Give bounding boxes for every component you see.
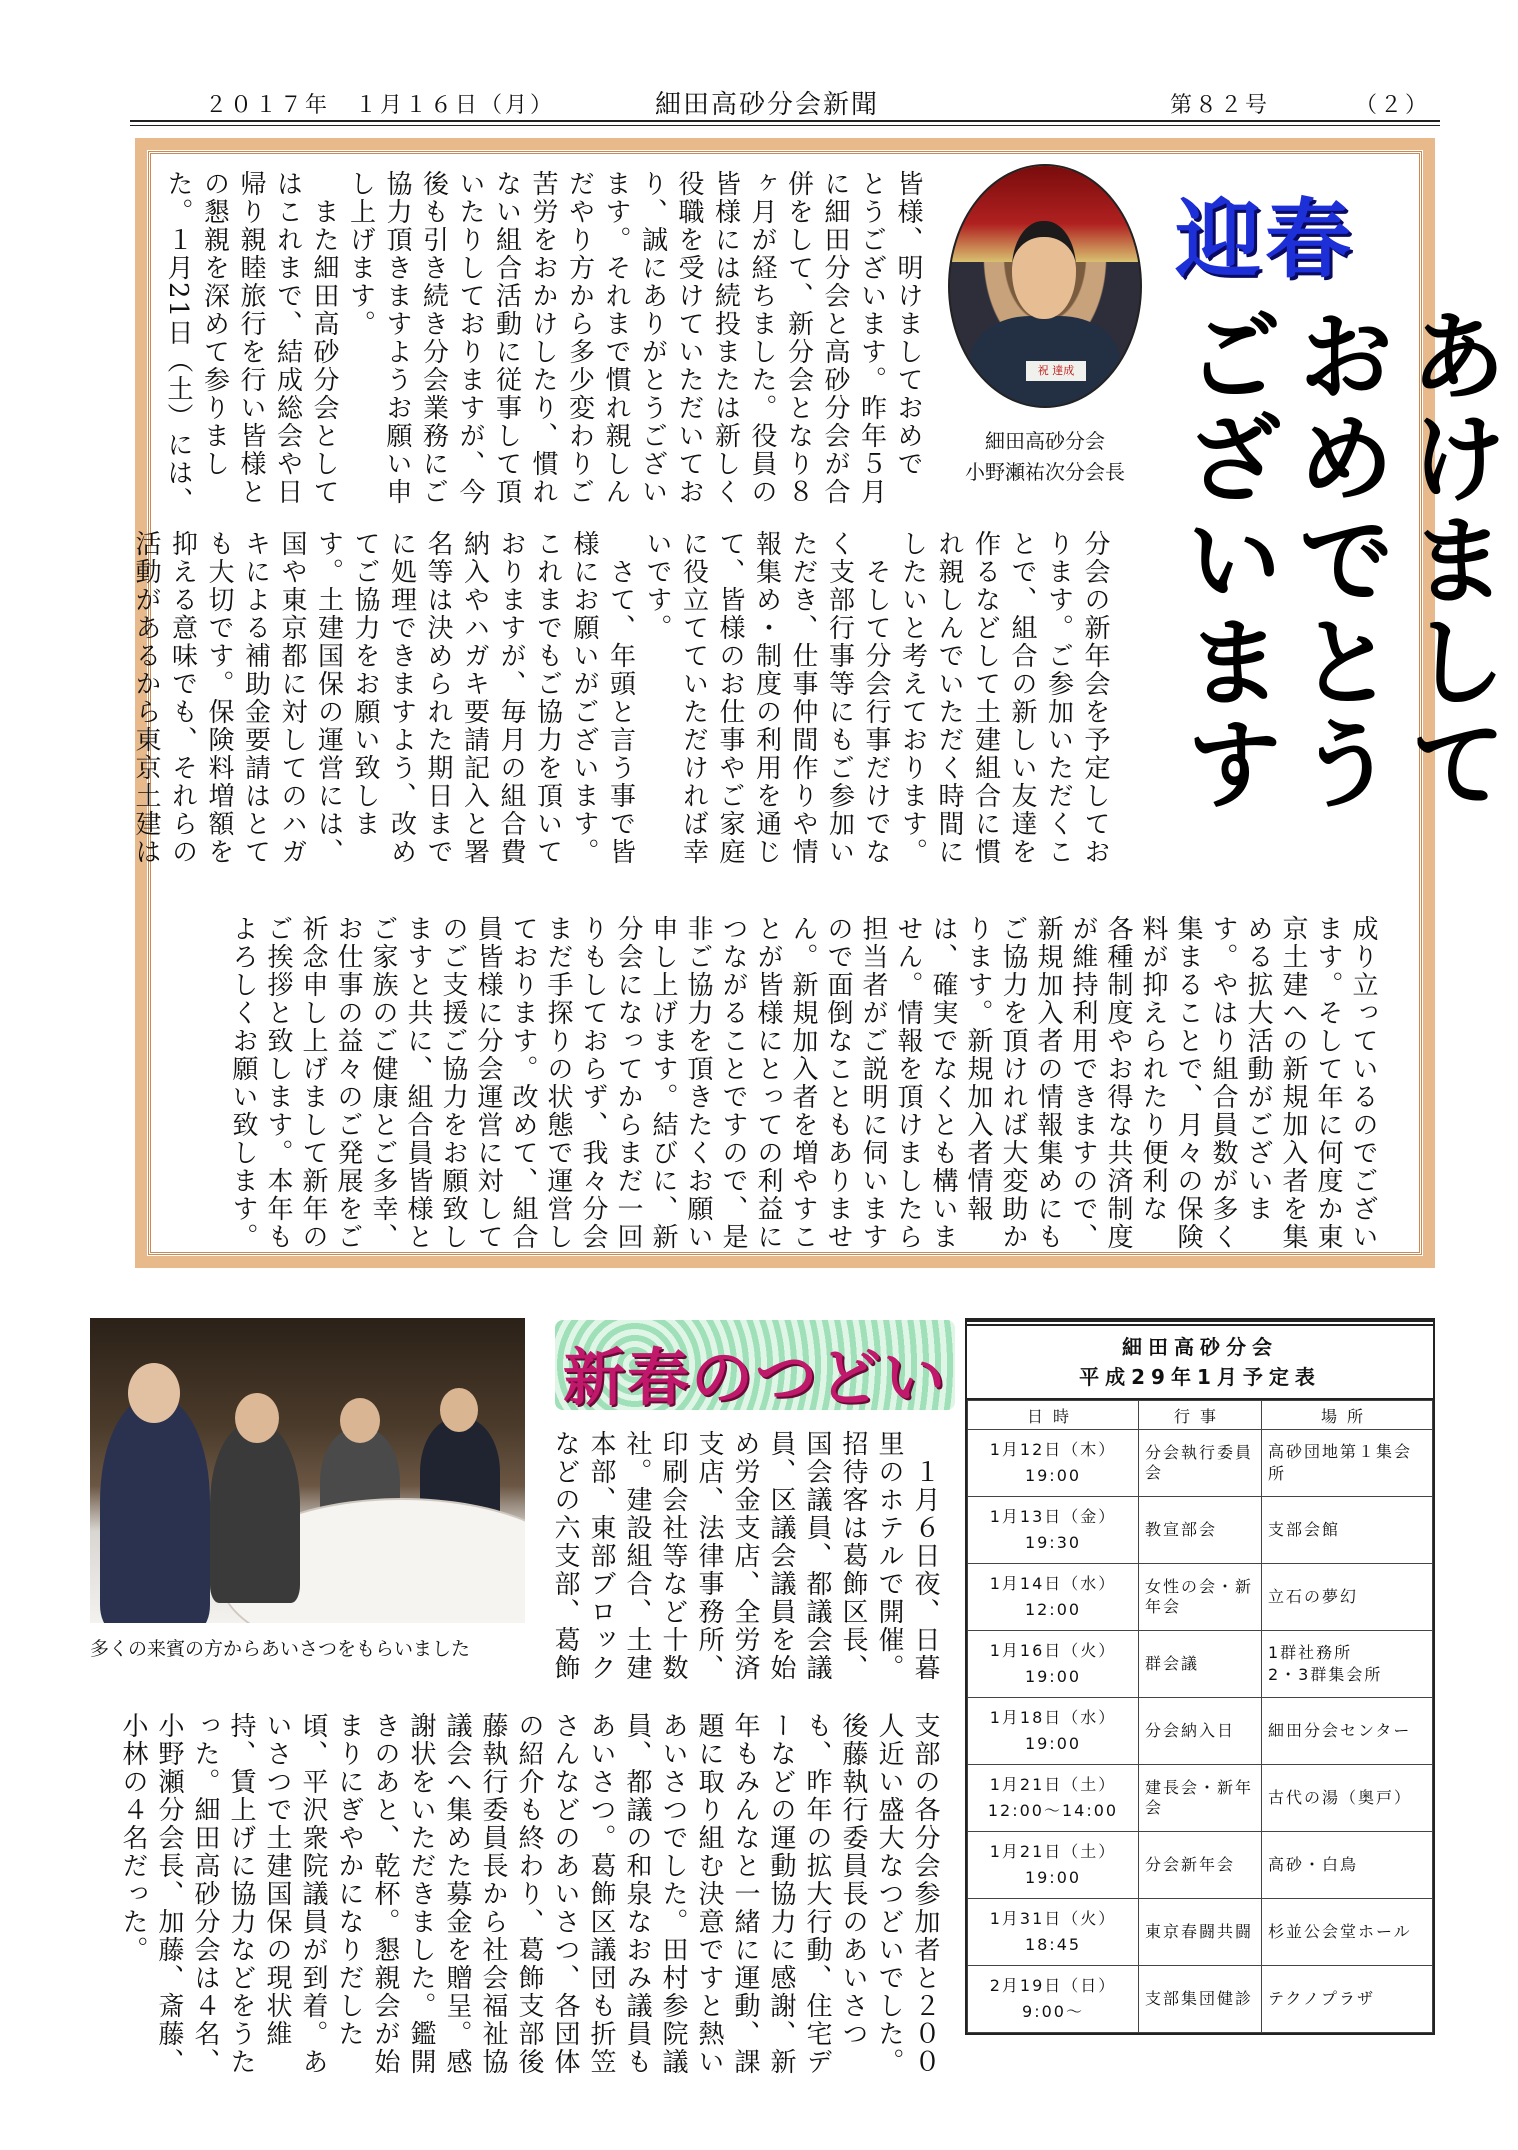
- schedule-place: 高砂・白鳥: [1262, 1832, 1433, 1899]
- schedule-datetime: [968, 1497, 1139, 1564]
- schedule-date: 1月16日（火）: [989, 1641, 1117, 1660]
- schedule-title-org: 細田高砂分会: [1122, 1335, 1278, 1359]
- greeting-body-first: 皆様、明けましておめで とうございます。昨年５月 に細田分会と高砂分会が合 併をして、新分会となり８ ヶ月が経ちました。役員の 皆様には続投または新しく 役職を受けていただいてお り、誠にありがとうござい ます。それまで慣れ親しん だやり方から多少変わりご 苦労をおかけしたり、慣れ ない組合活動に従事して頂 いたりしておりますが、今 後も引き続き分会業務にご 協力頂きますようお願い申 し上げます。 また細田高砂分会として はこれまで、結成総会や日 帰り親睦旅行を行い皆様と の懇親を深めて参りまし た。１月21日（土）には、: [163, 170, 923, 516]
- schedule-time: 19:00: [1024, 1734, 1082, 1753]
- schedule-row: [968, 1564, 1433, 1631]
- guest-head: [340, 1398, 380, 1443]
- schedule-place: 高砂団地第１集会所: [1262, 1430, 1433, 1497]
- schedule-event: 分会納入日: [1139, 1698, 1262, 1765]
- bunkaicho-portrait: [948, 164, 1142, 408]
- col-header-datetime: 日時: [968, 1401, 1139, 1430]
- schedule-event: 建長会・新年会: [1139, 1765, 1262, 1832]
- header-rule: [130, 120, 1440, 122]
- schedule-row: [968, 1497, 1433, 1564]
- schedule-datetime: [968, 1631, 1139, 1698]
- schedule-time: 12:00〜14:00: [987, 1801, 1119, 1820]
- schedule-row: [968, 1899, 1433, 1966]
- schedule-event: 分会執行委員会: [1139, 1430, 1262, 1497]
- tsudoi-title-banner: [555, 1320, 955, 1414]
- schedule-event: 女性の会・新年会: [1139, 1564, 1262, 1631]
- portrait-caption-name: 小野瀬祐次分会長: [965, 460, 1125, 484]
- schedule-date: 1月12日（木）: [989, 1440, 1117, 1459]
- schedule-event: 支部集団健診: [1139, 1966, 1262, 2033]
- schedule-place: 1群社務所 2・3群集会所: [1262, 1631, 1433, 1698]
- schedule-time: 19:00: [1024, 1466, 1082, 1485]
- schedule-date: 1月31日（火）: [989, 1909, 1117, 1928]
- schedule-row: [968, 1966, 1433, 2033]
- tsudoi-body-second: 支部の各分会参加者と２００ 人近い盛大なつどいでした。 後藤執行委員長のあいさつ も、昨年の拡大行動、住宅デ ーなどの運動協力に感謝、新 年もみんなと一緒に運動、課 題に取り組む決意ですと熱い あいさつでした。田村参院議 員、都議の和泉なおみ議員も あいさつ。葛飾区議団も折笠 さんなどのあいさつ、各団体 の紹介も終わり、葛飾支部後 藤執行委員長から社会福祉協 議会へ集めた募金を贈呈。感 謝状をいただきました。鑑開 きのあと、乾杯。懇親会が始 まりにぎやかになりだした 頃、平沢衆院議員が到着。あ いさつで土建国保の現状維 持、賃上げに協力などをうた った。細田高砂分会は４名、 小野瀬分会長、加藤、斎藤、 小林の４名だった。: [118, 1712, 940, 2076]
- schedule-time: 9:00〜: [1022, 2002, 1084, 2021]
- photo-caption: 多くの来賓の方からあいさつをもらいました: [90, 1638, 471, 1660]
- schedule-row: [968, 1765, 1433, 1832]
- portrait-face: [1012, 221, 1076, 319]
- issue-number: 第８２号: [1170, 93, 1271, 118]
- schedule-time: 12:00: [1024, 1600, 1082, 1619]
- portrait-badge: 祝 達成: [1026, 361, 1086, 381]
- schedule-datetime: [968, 1765, 1139, 1832]
- schedule-title-month: 平成29年1月予定表: [1079, 1365, 1321, 1389]
- header-rule-thin: [130, 125, 1440, 126]
- schedule-title: [967, 1320, 1433, 1400]
- schedule-row: [968, 1430, 1433, 1497]
- schedule-datetime: [968, 1564, 1139, 1631]
- schedule-date: 2月19日（日）: [989, 1976, 1117, 1995]
- schedule-place: テクノプラザ: [1262, 1966, 1433, 2033]
- col-header-event: 行事: [1139, 1401, 1262, 1430]
- schedule-datetime: [968, 1966, 1139, 2033]
- schedule-row: [968, 1698, 1433, 1765]
- schedule-row: [968, 1832, 1433, 1899]
- schedule-place: 細田分会センター: [1262, 1698, 1433, 1765]
- schedule-event: 東京春闘共闘: [1139, 1899, 1262, 1966]
- schedule-place: 支部会館: [1262, 1497, 1433, 1564]
- schedule-time: 19:00: [1024, 1667, 1082, 1686]
- newsletter-title: 細田高砂分会新聞: [655, 90, 880, 120]
- schedule-datetime: [968, 1430, 1139, 1497]
- guest-head: [235, 1393, 279, 1443]
- schedule-date: 1月21日（土）: [989, 1775, 1117, 1794]
- schedule-table: [965, 1318, 1435, 2035]
- page-number: （２）: [1355, 93, 1431, 118]
- tsudoi-body-first: １月６日夜、日暮 里のホテルで開催。 招待客は葛飾区長、 国会議員、都議会議 員、区議会議員を始 め労金支店、全労済 支店、法律事務所、 印刷会社等など十数 社。建設組合、土建 本部、東部ブロック などの六支部、葛飾: [550, 1430, 940, 1682]
- col-header-place: 場所: [1262, 1401, 1433, 1430]
- schedule-date: 1月18日（水）: [989, 1708, 1117, 1727]
- event-photo: [90, 1318, 525, 1623]
- schedule-date: 1月21日（土）: [989, 1842, 1117, 1861]
- greeting-body-second: 分会の新年会を予定してお ります。ご参加いただくこ とで、組合の新しい友達を 作るなどして土建組合に慣 れ親しんでいただく時間に したいと考えております。 そして分会行事だけでな く支部行事等にもご参加い ただき、仕事仲間作りや情 報集め・制度の利用を通じ て、皆様のお仕事やご家庭 に役立てていただければ幸 いです。 さて、年頭と言う事で皆 様にお願いがございます。 これまでもご協力を頂いて おりますが、毎月の組合費 納入やハガキ要請記入と署 名等は決められた期日まで に処理できますよう、改め てご協力をお願い致しま す。土建国保の運営には、 国や東京都に対してのハガ キによる補助金要請はとて も大切です。保険料増額を 抑える意味でも、それらの 活動があるから東京土建は: [131, 530, 1110, 866]
- schedule-date: 1月13日（金）: [989, 1507, 1117, 1526]
- schedule-time: 18:45: [1024, 1935, 1082, 1954]
- schedule-place: 杉並公会堂ホール: [1262, 1899, 1433, 1966]
- issue-date: ２０１７年 １月１６日（月）: [205, 93, 556, 118]
- schedule-datetime: [968, 1698, 1139, 1765]
- schedule-place: 立石の夢幻: [1262, 1564, 1433, 1631]
- schedule-event: 分会新年会: [1139, 1832, 1262, 1899]
- guest-figure: [100, 1398, 210, 1623]
- schedule-event: 教宣部会: [1139, 1497, 1262, 1564]
- schedule-time: 19:30: [1024, 1533, 1082, 1552]
- guest-head: [128, 1363, 180, 1423]
- guest-figure: [210, 1423, 300, 1603]
- greeting-body-third: 成り立っているのでござい ます。そして年に何度か東 京土建への新規加入者を集 める拡大活動がございま す。やはり組合員数が多く 集まることで、月々の保険 料が抑えられたり便利な 各種制度やお得な共済制度 が維持利用できますので、 新規加入者の情報集めにも ご協力を頂ければ大変助か ります。新規加入者情報 は、確実でなくとも構いま せん。情報を頂けましたら 担当者がご説明に伺います ので面倒なこともありませ ん。新規加入者を増やすこ とが皆様にとっての利益に つながることですので、是 非ご協力を頂きたくお願い 申し上げます。結びに、新 分会になってからまだ一回 りもしておらず、我々分会 まだ手探りの状態で運営し ております。改めて、組合 員皆様に分会運営に対して のご支援ご協力をお願致し ますと共に、組合員皆様と ご家族のご健康とご多幸、 お仕事の益々のご発展をご 祈念申し上げまして新年の ご挨拶と致します。本年も よろしくお願い致します。: [228, 915, 1378, 1251]
- schedule-datetime: [968, 1899, 1139, 1966]
- schedule-place: 古代の湯（奥戸）: [1262, 1765, 1433, 1832]
- schedule-time: 19:00: [1024, 1868, 1082, 1887]
- guest-head: [440, 1388, 478, 1432]
- schedule-row: [968, 1631, 1433, 1698]
- schedule-event: 群会議: [1139, 1631, 1262, 1698]
- schedule-datetime: [968, 1832, 1139, 1899]
- tsudoi-title: 新春のつどい: [562, 1341, 947, 1414]
- schedule-date: 1月14日（水）: [989, 1574, 1117, 1593]
- geishun-heading: 迎春: [1175, 190, 1355, 290]
- new-year-greeting-heading: あけまして おめでとう ございます: [1169, 305, 1507, 815]
- portrait-caption-org: 細田高砂分会: [985, 429, 1105, 453]
